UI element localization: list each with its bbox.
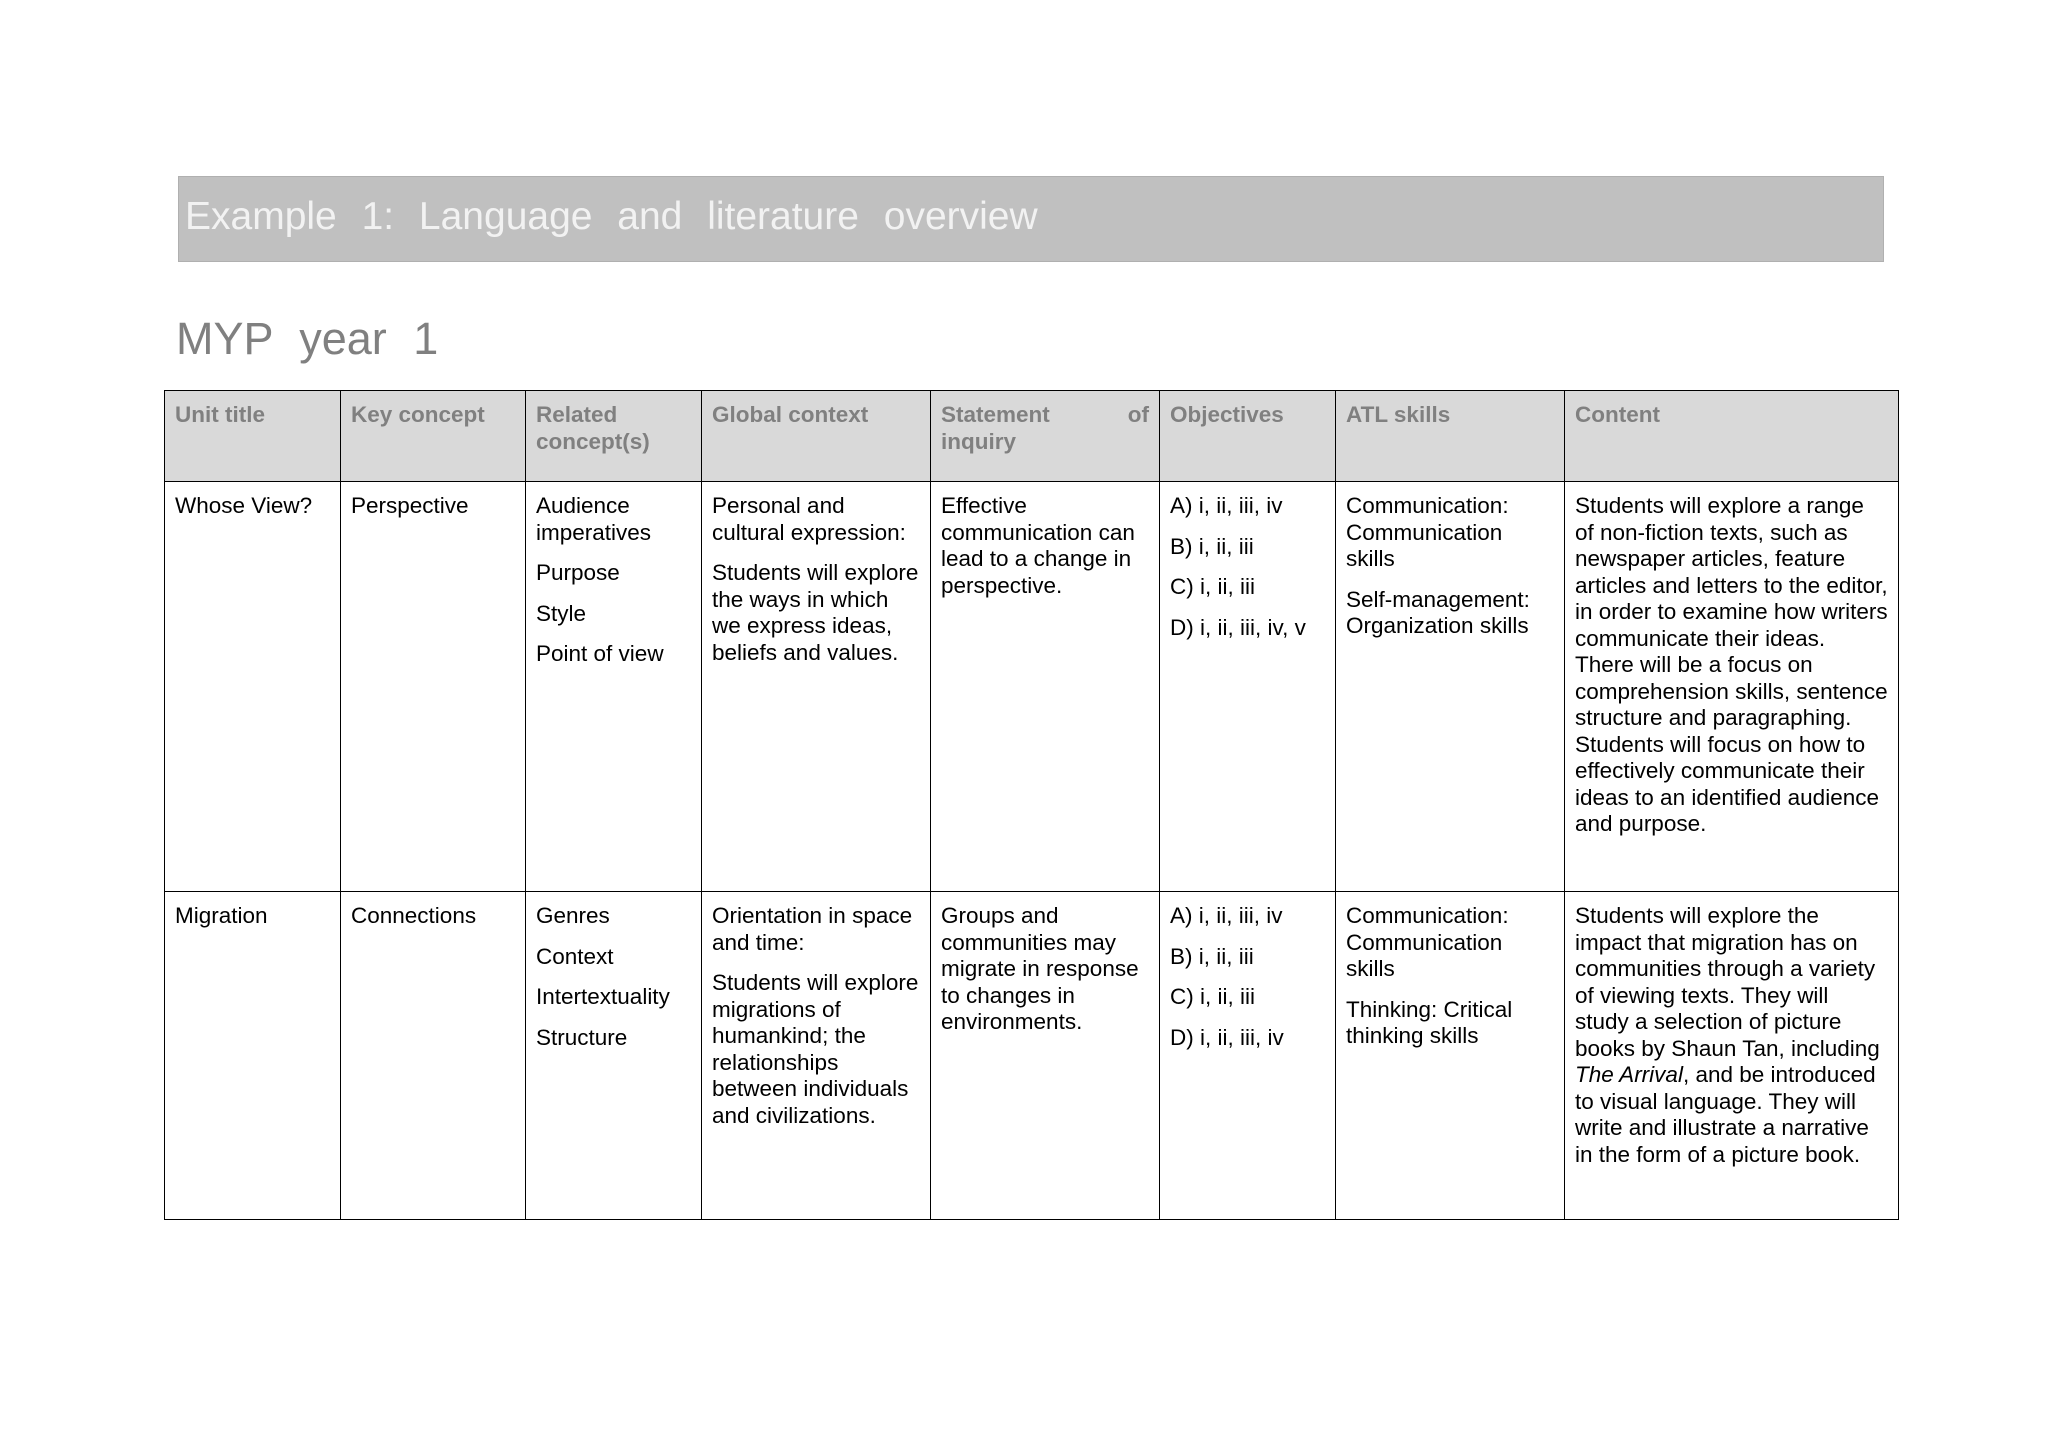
global-context-text: Students will explore the ways in which we express ideas, beliefs and values. bbox=[712, 560, 919, 665]
objectives-cell bbox=[1160, 482, 1336, 892]
objective-item: D) i, ii, iii, iv bbox=[1170, 1024, 1284, 1050]
page-subtitle: MYP year 1 bbox=[176, 313, 439, 364]
header-content: Content bbox=[1565, 391, 1899, 482]
related-concept-item: Purpose bbox=[536, 560, 620, 585]
atl-skill-item: Communication: Communication skills bbox=[1346, 493, 1509, 571]
header-key-concept: Key concept bbox=[341, 391, 526, 482]
statement-of-inquiry-cell: Groups and communities may migrate in response to changes in environments. bbox=[931, 892, 1160, 1220]
related-concepts-cell bbox=[526, 892, 702, 1220]
header-inquiry-word: inquiry bbox=[941, 428, 1017, 454]
statement-of-inquiry-cell: Effective communication can lead to a change in perspective. bbox=[931, 482, 1160, 892]
global-context-text: Students will explore migrations of humankind; the relationships between individuals and civilizations. bbox=[712, 970, 919, 1128]
global-context-heading: Personal and cultural expression: bbox=[712, 493, 906, 545]
atl-skill-item: Communication: Communication skills bbox=[1346, 903, 1509, 981]
related-concept-item: Context bbox=[536, 943, 614, 969]
title-banner bbox=[178, 176, 1884, 262]
related-concepts-cell bbox=[526, 482, 702, 892]
overview-table bbox=[164, 390, 1899, 1220]
related-concept-item: Audience imperatives bbox=[536, 493, 652, 545]
content-cell bbox=[1565, 892, 1899, 1220]
book-title: The Arrival bbox=[1575, 1062, 1683, 1087]
key-concept-cell: Connections bbox=[341, 892, 526, 1220]
objective-item: A) i, ii, iii, iv bbox=[1170, 903, 1283, 928]
header-statement-of-inquiry bbox=[931, 391, 1160, 482]
unit-title-cell: Migration bbox=[165, 892, 341, 1220]
table-row bbox=[165, 482, 1899, 892]
related-concept-item: Intertextuality bbox=[536, 984, 670, 1009]
header-related-concepts: Related concept(s) bbox=[526, 391, 702, 482]
atl-skills-cell bbox=[1336, 892, 1565, 1220]
objective-item: B) i, ii, iii bbox=[1170, 533, 1254, 559]
key-concept-cell: Perspective bbox=[341, 482, 526, 892]
global-context-cell bbox=[702, 892, 931, 1220]
objective-item: C) i, ii, iii bbox=[1170, 984, 1255, 1009]
header-objectives: Objectives bbox=[1160, 391, 1336, 482]
page-title: Example 1: Language and literature overview bbox=[185, 195, 1038, 238]
table-row bbox=[165, 892, 1899, 1220]
unit-title-cell: Whose View? bbox=[165, 482, 341, 892]
atl-skill-item: Thinking: Critical thinking skills bbox=[1346, 996, 1513, 1048]
objective-item: A) i, ii, iii, iv bbox=[1170, 493, 1283, 518]
table-header-row bbox=[165, 391, 1899, 482]
global-context-cell bbox=[702, 482, 931, 892]
header-unit-title: Unit title bbox=[165, 391, 341, 482]
related-concept-item: Genres bbox=[536, 903, 610, 928]
content-cell: Students will explore a range of non-fiction texts, such as newspaper articles, feature articles and letters to the editor, in order to examine how writers communicate their ideas. There will be a focus on comprehension skills, sentence structure and paragraphing. Students will focus on how to effectively communicate their ideas to an identified audience and purpose. bbox=[1565, 482, 1899, 892]
objective-item: B) i, ii, iii bbox=[1170, 943, 1254, 969]
header-statement-word: Statement bbox=[941, 402, 1050, 427]
atl-skill-item: Self-management: Organization skills bbox=[1346, 586, 1530, 638]
global-context-heading: Orientation in space and time: bbox=[712, 903, 913, 955]
content-text-part: Students will explore the impact that migration has on communities through a variety of viewing texts. They will study a selection of picture books by Shaun Tan, including bbox=[1575, 903, 1880, 1061]
header-global-context: Global context bbox=[702, 391, 931, 482]
related-concept-item: Structure bbox=[536, 1024, 628, 1050]
related-concept-item: Point of view bbox=[536, 641, 664, 666]
header-of-word: of bbox=[1127, 402, 1149, 427]
related-concept-item: Style bbox=[536, 600, 587, 626]
header-atl-skills: ATL skills bbox=[1336, 391, 1565, 482]
content-text-part: , and be introduced to visual language. They will write and illustrate a narrative in the form of a picture book. bbox=[1575, 1062, 1876, 1167]
atl-skills-cell bbox=[1336, 482, 1565, 892]
objective-item: D) i, ii, iii, iv, v bbox=[1170, 614, 1306, 640]
objective-item: C) i, ii, iii bbox=[1170, 574, 1255, 599]
objectives-cell bbox=[1160, 892, 1336, 1220]
